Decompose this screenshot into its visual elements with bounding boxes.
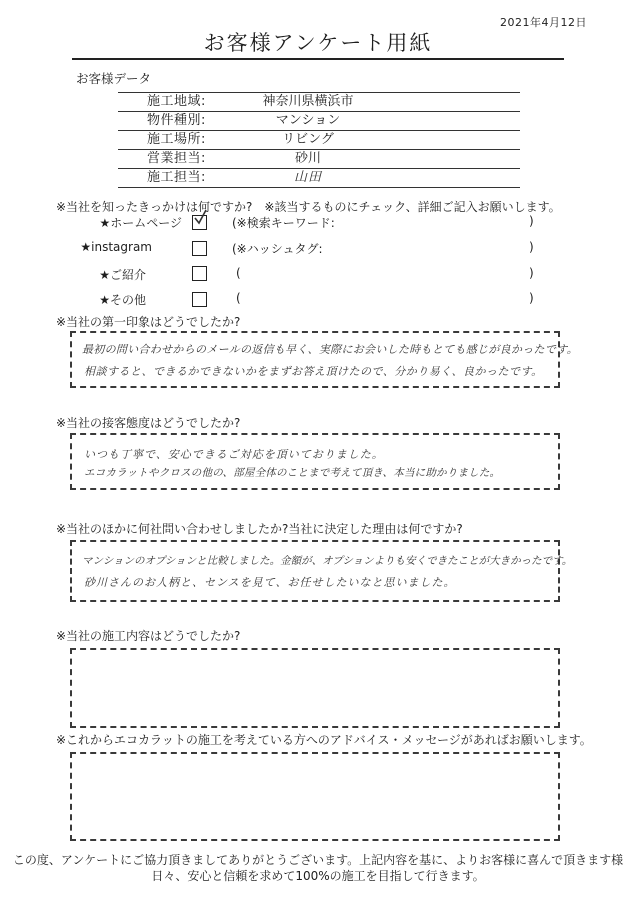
option-instagram-detail: (※ハッシュタグ:	[232, 242, 323, 256]
q5-answer-box	[70, 648, 560, 728]
info-label: 施工場所:	[147, 132, 206, 147]
info-row-sales-rep	[118, 150, 520, 169]
q1-question: ※当社を知ったきっかけは何ですか? ※該当するものにチェック、詳細ご記入お願いします。	[56, 200, 561, 214]
info-label: 営業担当:	[147, 151, 206, 166]
info-value-handwritten: 山田	[293, 170, 322, 185]
option-other-checkbox[interactable]	[192, 292, 207, 307]
q4-question: ※当社のほかに何社問い合わせしましたか?当社に決定した理由は何ですか?	[56, 522, 463, 536]
q3-answer-line-2: エコカラットやクロスの他の、部屋全体のことまで考えて頂き、本当に助かりました。	[84, 467, 501, 479]
q2-answer-line-1: 最初の問い合わせからのメールの返信も早く、実際にお会いした時もとても感じが良かったです。	[82, 343, 578, 356]
option-instagram-label: ★instagram	[80, 240, 152, 254]
option-homepage-detail: (※検索キーワード:	[232, 216, 335, 230]
info-row-installer	[118, 169, 520, 188]
option-referral-close: )	[529, 266, 534, 280]
customer-info-table	[118, 92, 520, 188]
option-other-detail: (	[236, 291, 241, 305]
info-label: 物件種別:	[147, 113, 206, 128]
q2-question: ※当社の第一印象はどうでしたか?	[56, 315, 241, 329]
q4-answer-line-2: 砂川さんのお人柄と、センスを見て、お任せしたいなと思いました。	[84, 576, 456, 589]
q2-answer-line-2: 相談すると、できるかできないかをまずお答え頂けたので、分かり易く、良かったです。	[84, 365, 543, 378]
info-label: 施工担当:	[147, 170, 206, 185]
info-value: 砂川	[294, 151, 321, 166]
option-homepage-checkbox[interactable]	[192, 215, 207, 230]
option-homepage-label: ★ホームページ	[99, 216, 182, 230]
footer-line-2: 日々、安心と信頼を求めて100%の施工を目指して行きます。	[151, 868, 485, 883]
info-value: マンション	[275, 113, 341, 128]
info-value: 神奈川県横浜市	[262, 94, 354, 109]
option-instagram-checkbox[interactable]	[192, 241, 207, 256]
info-row-property-type	[118, 112, 520, 131]
info-row-area	[118, 92, 520, 112]
q4-answer-box	[70, 540, 573, 602]
option-instagram-close: )	[529, 240, 534, 254]
footer-line-1: この度、アンケートにご協力頂きましてありがとうございます。上記内容を基に、よりお客様に喜んで頂きます様	[12, 853, 624, 867]
q3-answer-line-1: いつも丁寧で、安心できるご対応を頂いておりました。	[84, 448, 384, 461]
q3-answer-box	[70, 433, 560, 490]
option-homepage-close: )	[529, 214, 534, 228]
check-icon	[193, 212, 206, 225]
info-row-location	[118, 131, 520, 150]
option-other-label: ★その他	[99, 293, 146, 307]
option-referral-detail: (	[236, 266, 241, 280]
q4-answer-line-1: マンションのオプションと比較しました。金額が、オプションよりも安くできたことが大きかったです。	[82, 555, 573, 567]
title-underline	[72, 58, 564, 60]
customer-section-title: お客様データ	[76, 71, 152, 86]
q2-answer-box	[70, 331, 578, 388]
option-other-close: )	[529, 291, 534, 305]
q6-answer-box	[70, 752, 560, 841]
q5-question: ※当社の施工内容はどうでしたか?	[56, 629, 241, 643]
info-label: 施工地域:	[147, 94, 206, 109]
q3-question: ※当社の接客態度はどうでしたか?	[56, 416, 241, 430]
survey-date: 2021年4月12日	[500, 16, 587, 29]
q6-question: ※これからエコカラットの施工を考えている方へのアドバイス・メッセージがあればお願いします。	[56, 733, 592, 747]
info-value: リビング	[282, 132, 334, 147]
page-title: お客様アンケート用紙	[203, 31, 433, 55]
option-referral-checkbox[interactable]	[192, 266, 207, 281]
footer-message	[0, 853, 636, 884]
option-referral-label: ★ご紹介	[99, 268, 146, 282]
